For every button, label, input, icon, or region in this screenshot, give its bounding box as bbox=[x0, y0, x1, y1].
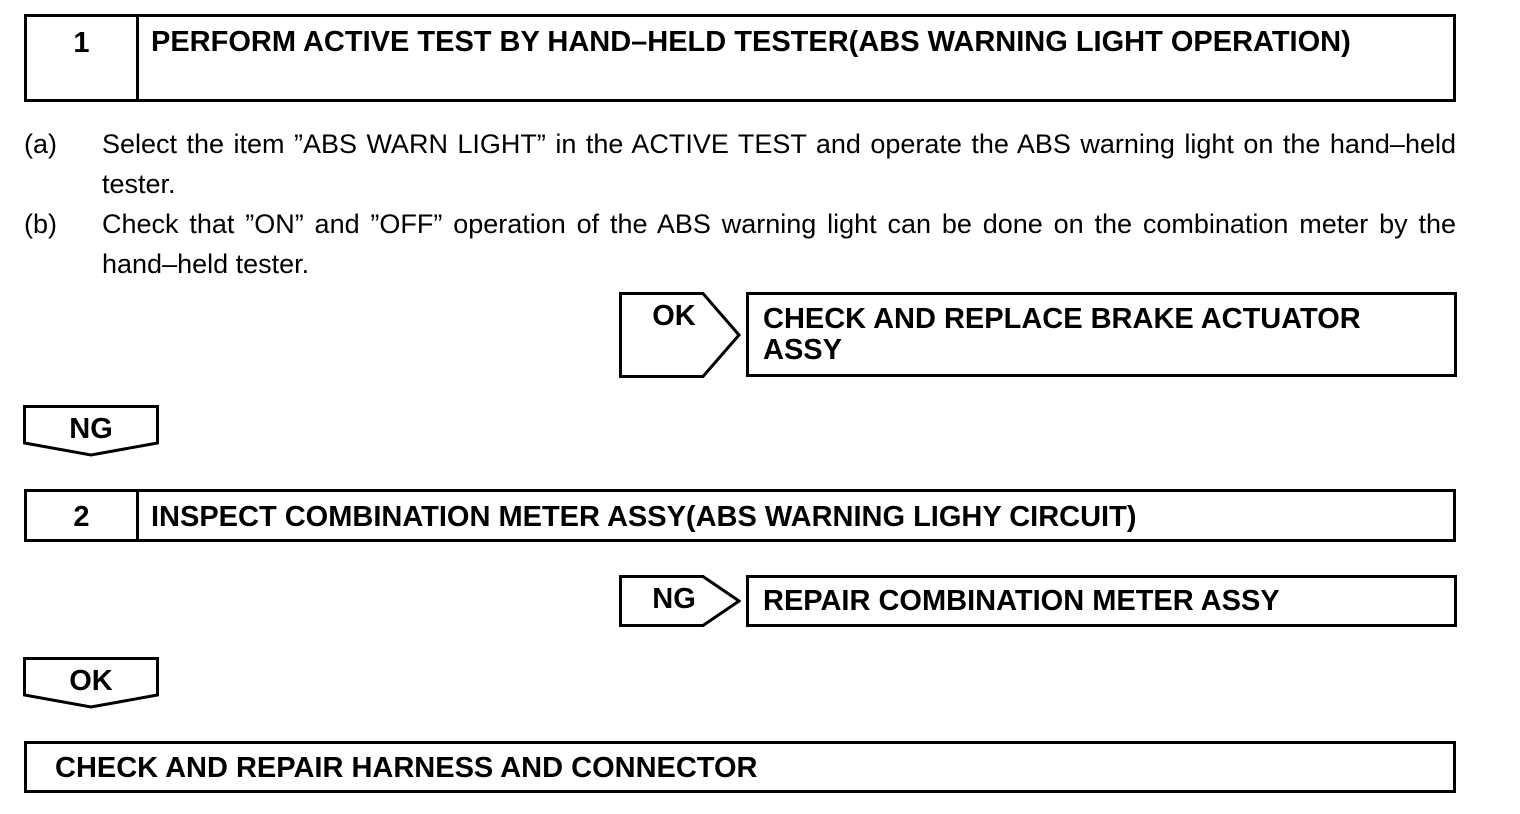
ng-flow-arrow bbox=[23, 405, 159, 457]
result-text-line-1: CHECK AND REPLACE BRAKE ACTUATOR bbox=[763, 303, 1361, 335]
ok-flow-arrow bbox=[23, 657, 159, 709]
instruction-text: Select the item ”ABS WARN LIGHT” in the ACTIVE TEST and operate the ABS warning light on the hand–held tester. bbox=[102, 129, 1456, 199]
instruction-label: (a) bbox=[24, 129, 57, 159]
result-box bbox=[746, 292, 1457, 377]
step-2-header bbox=[24, 489, 1456, 542]
result-text: REPAIR COMBINATION METER ASSY bbox=[763, 585, 1280, 617]
instruction-item bbox=[24, 124, 1456, 204]
arrow-label: OK bbox=[652, 300, 696, 332]
ok-branch-arrow bbox=[619, 292, 741, 378]
step-1-header bbox=[24, 14, 1456, 102]
final-action-box bbox=[24, 741, 1456, 793]
result-text-line-2: ASSY bbox=[763, 334, 842, 366]
final-action-text: CHECK AND REPAIR HARNESS AND CONNECTOR bbox=[55, 752, 758, 784]
ng-branch-arrow bbox=[619, 575, 741, 627]
step-number: 2 bbox=[27, 492, 139, 539]
instruction-label: (b) bbox=[24, 209, 57, 239]
arrow-label: NG bbox=[69, 413, 113, 445]
step-title: INSPECT COMBINATION METER ASSY(ABS WARNING LIGHY CIRCUIT) bbox=[151, 501, 1137, 533]
arrow-label: NG bbox=[652, 583, 696, 615]
step-number: 1 bbox=[27, 17, 139, 99]
step-title: PERFORM ACTIVE TEST BY HAND–HELD TESTER(ABS WARNING LIGHT OPERATION) bbox=[151, 26, 1351, 58]
instruction-text: Check that ”ON” and ”OFF” operation of the ABS warning light can be done on the combination meter by the hand–held tester. bbox=[102, 209, 1456, 279]
arrow-label: OK bbox=[69, 665, 113, 697]
result-box bbox=[746, 575, 1457, 627]
instruction-item bbox=[24, 204, 1456, 284]
